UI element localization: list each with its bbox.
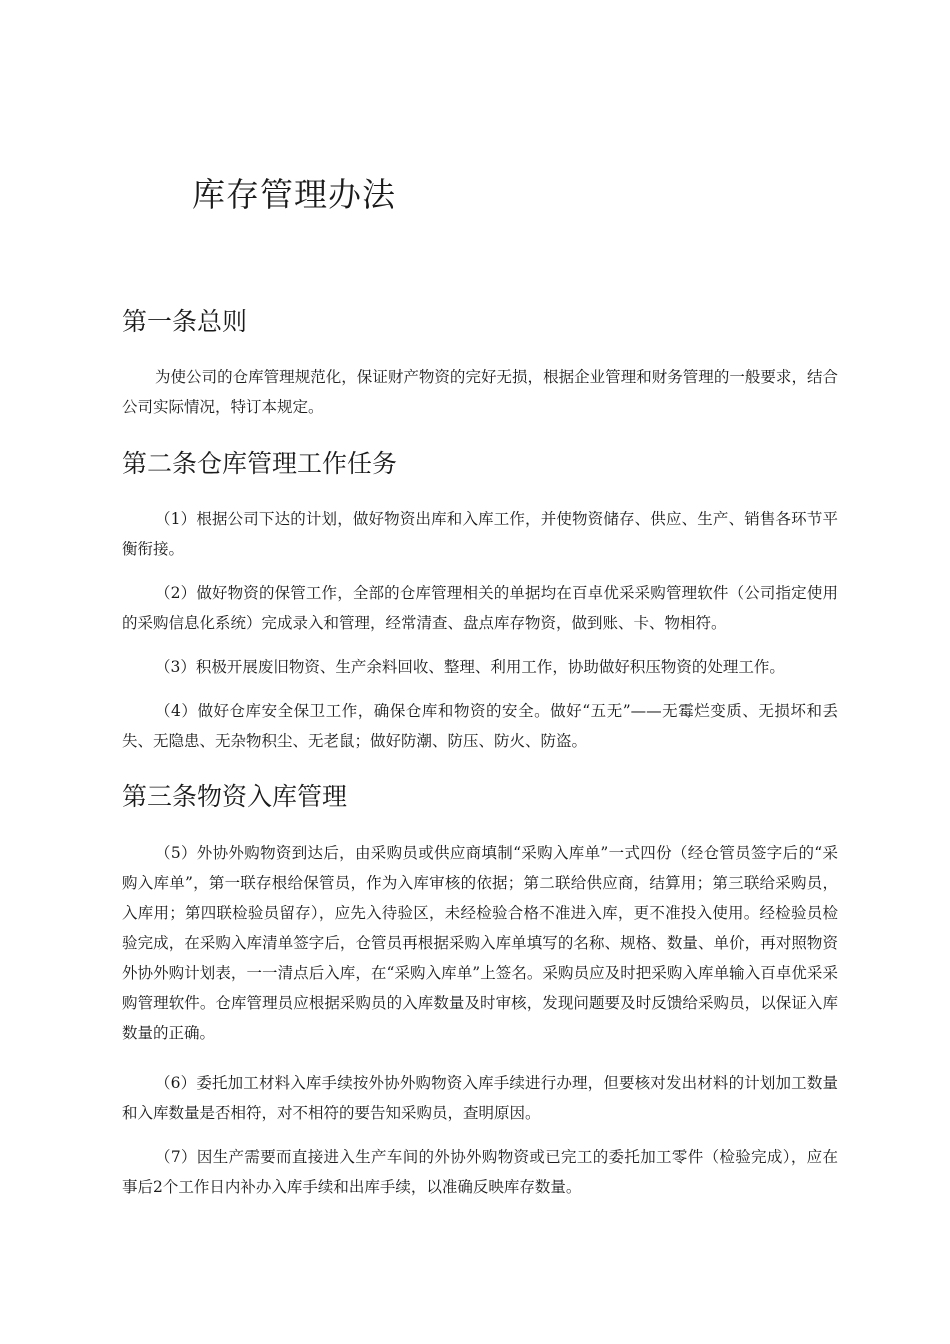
paragraph: （2）做好物资的保管工作，全部的仓库管理相关的单据均在百卓优采采购管理软件（公司指定使用的采购信息化系统）完成录入和管理，经常清查、盘点库存物资，做到账、卡、物相符。 [122, 584, 838, 632]
paragraph: （4）做好仓库安全保卫工作，确保仓库和物资的安全。做好“五无”——无霉烂变质、无损坏和丢失、无隐患、无杂物积尘、无老鼠；做好防潮、防压、防火、防盗。 [122, 702, 838, 750]
section-heading-general: 第一条总则 [122, 307, 248, 336]
paragraph: （1）根据公司下达的计划，做好物资出库和入库工作，并使物资储存、供应、生产、销售各环节平衡衔接。 [122, 510, 838, 558]
section-heading-inbound-management: 第三条物资入库管理 [122, 782, 348, 811]
section-heading-warehouse-tasks: 第二条仓库管理工作任务 [122, 449, 398, 478]
paragraph: （5）外协外购物资到达后，由采购员或供应商填制“采购入库单”一式四份（经仓管员签字后的“采购入库单”，第一联存根给保管员，作为入库审核的依据；第二联给供应商，结算用；第三联给采购员，入库用；第四联检验员留存），应先入待验区，未经检验合格不准进入库，更不准投入使用。经检验员检验完成，在采购入库清单签字后，仓管员再根据采购入库单填写的名称、规格、数量、单价，再对照物资外协外购计划表，一一清点后入库，在“采购入库单”上签名。采购员应及时把采购入库单输入百卓优采采购管理软件。仓库管理员应根据采购员的入库数量及时审核，发现问题要及时反馈给采购员，以保证入库数量的正确。 [122, 844, 838, 1042]
paragraph: 为使公司的仓库管理规范化，保证财产物资的完好无损，根据企业管理和财务管理的一般要求，结合公司实际情况，特订本规定。 [122, 368, 838, 416]
document-title: 库存管理办法 [192, 175, 396, 214]
paragraph: （3）积极开展废旧物资、生产余料回收、整理、利用工作，协助做好积压物资的处理工作。 [155, 658, 785, 676]
paragraph: （6）委托加工材料入库手续按外协外购物资入库手续进行办理，但要核对发出材料的计划加工数量和入库数量是否相符，对不相符的要告知采购员，查明原因。 [122, 1074, 838, 1122]
paragraph: （7）因生产需要而直接进入生产车间的外协外购物资或已完工的委托加工零件（检验完成），应在事后2个工作日内补办入库手续和出库手续，以准确反映库存数量。 [122, 1148, 838, 1196]
